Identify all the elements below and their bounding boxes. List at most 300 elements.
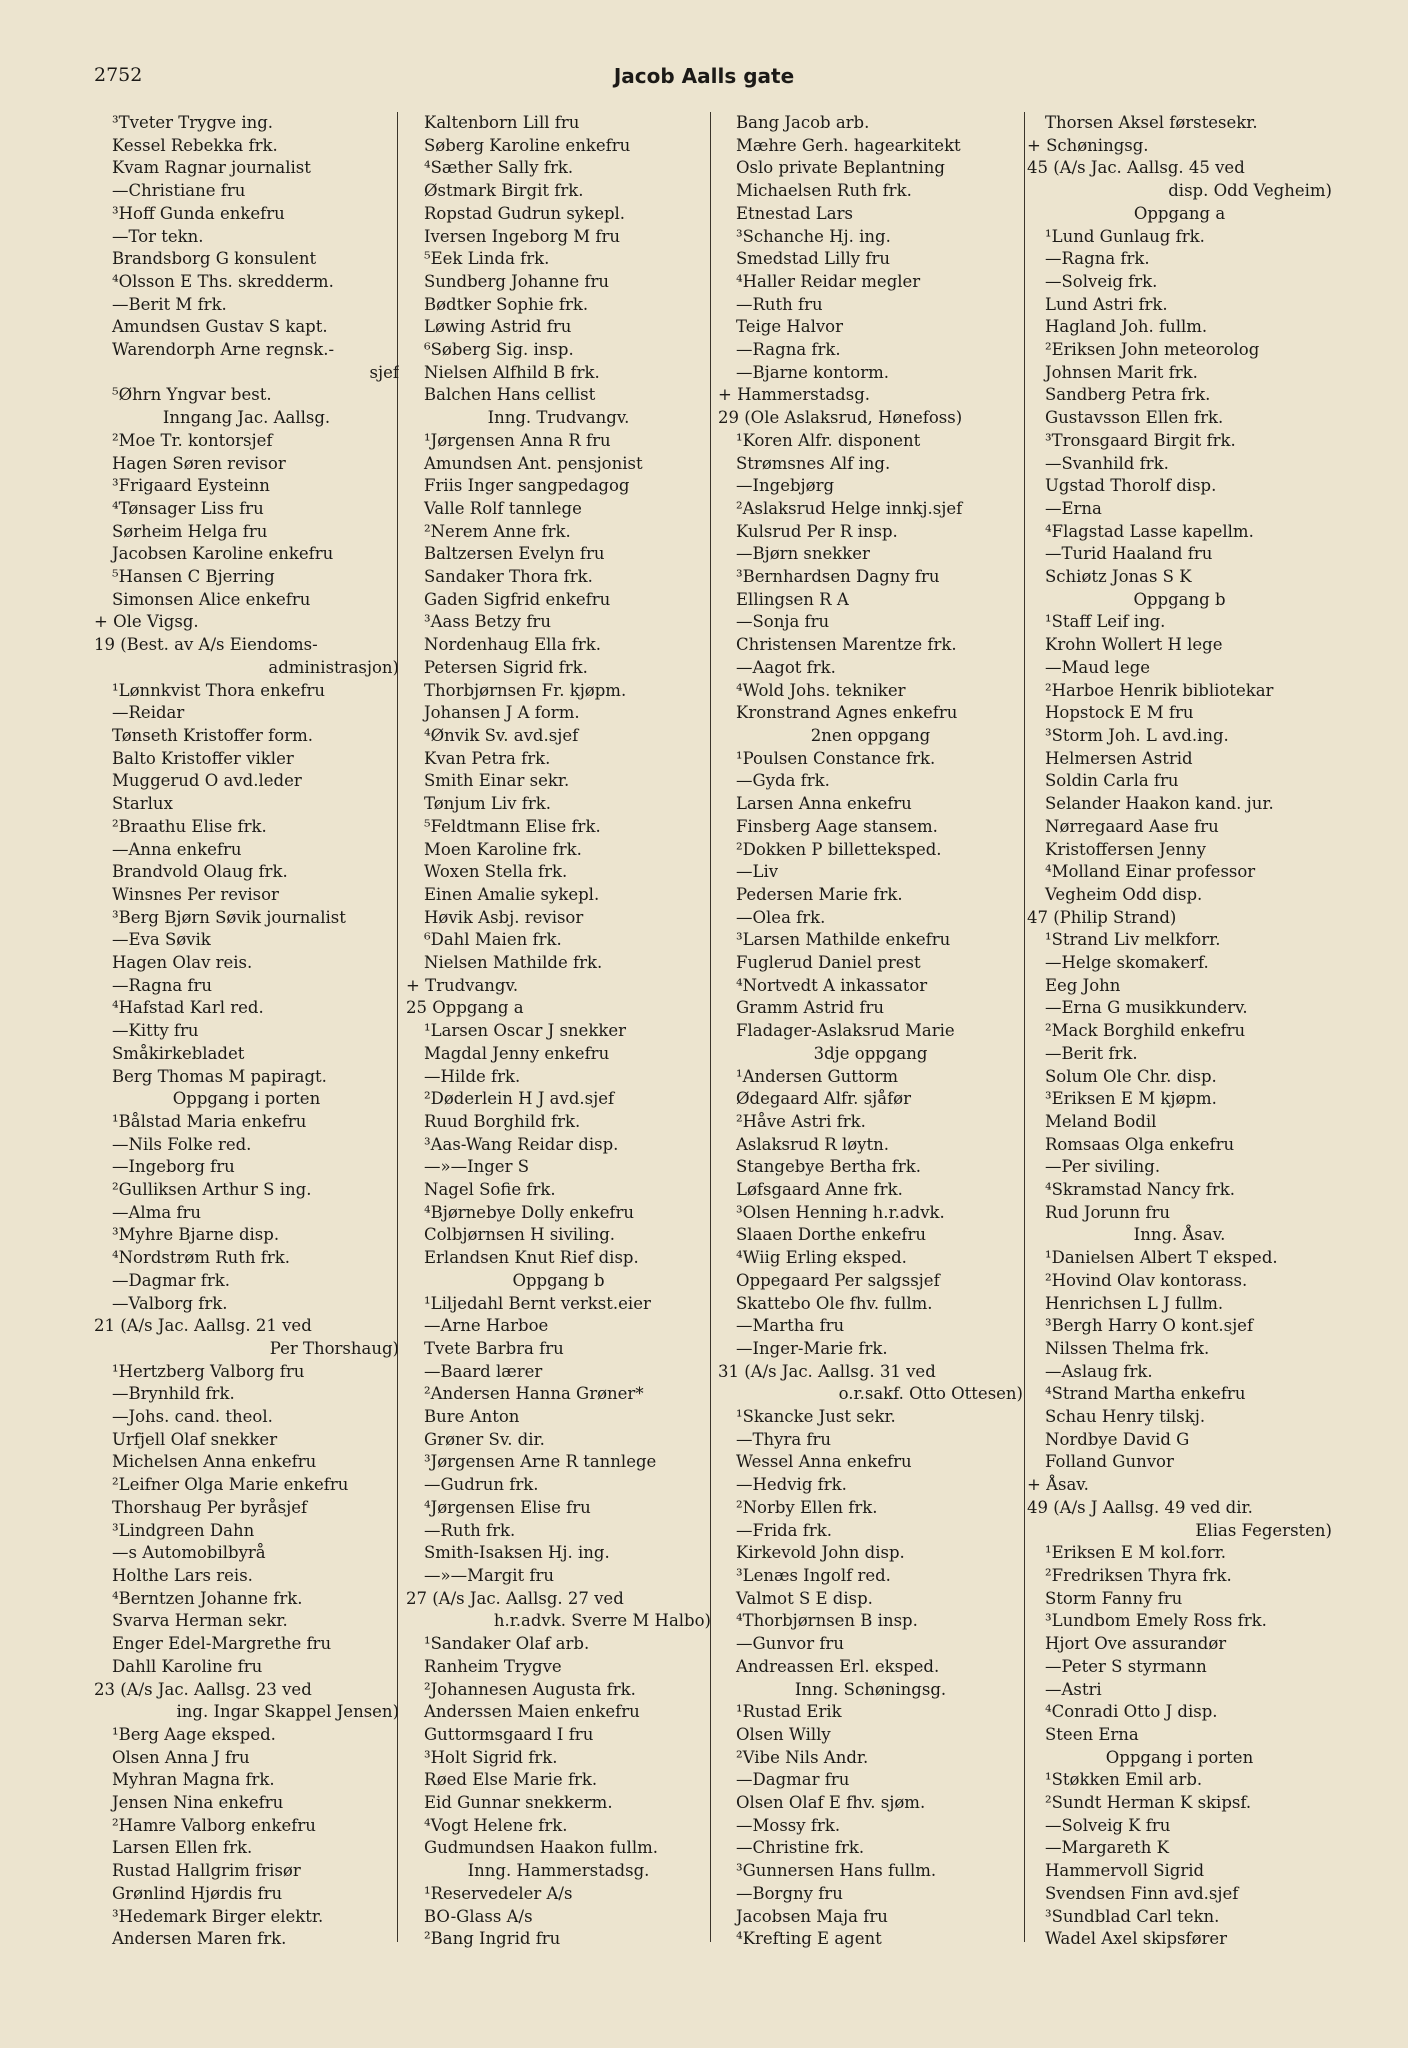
entrance-heading: Inng. Åsav. [1133,1225,1226,1245]
directory-entry: —Turid Haaland fru [1045,544,1213,564]
directory-entry: Kristoffersen Jenny [1045,839,1206,859]
entrance-heading: Inng. Hammerstadsg. [467,1861,650,1881]
directory-entry: Kronstrand Agnes enkefru [736,703,958,723]
directory-entry: ²Braathu Elise frk. [112,816,267,836]
directory-entry: ³Sundblad Carl tekn. [1045,1906,1220,1926]
directory-entry: Holthe Lars reis. [112,1566,253,1585]
directory-entry: Jacobsen Maja fru [736,1906,888,1926]
directory-entry: Wessel Anna enkefru [736,1452,912,1472]
directory-entry: —Erna [1045,498,1102,518]
directory-entry: ²Andersen Hanna Grøner* [424,1384,644,1404]
directory-entry: Pedersen Marie frk. [736,884,903,904]
directory-entry: Michaelsen Ruth frk. [736,181,912,201]
directory-entry: ³Holt Sigrid frk. [424,1747,558,1767]
directory-entry: ⁵Feldtmann Elise frk. [424,816,601,836]
directory-entry: Folland Gunvor [1045,1452,1174,1472]
directory-entry: —Aagot frk. [736,657,836,677]
directory-entry: Nordbye David G [1045,1429,1190,1449]
directory-entry: ⁶Søberg Sig. insp. [424,340,574,360]
directory-entry: Nilssen Thelma frk. [1045,1338,1210,1358]
directory-entry: Nagel Sofie frk. [424,1180,556,1200]
directory-entry: —Nils Folke red. [112,1134,252,1154]
directory-entry: Olsen Olaf E fhv. sjøm. [736,1793,926,1813]
entrance-heading: Inngang Jac. Aallsg. [162,408,331,428]
directory-entry: —Baard lærer [424,1361,543,1381]
directory-entry: Smith-Isaksen Hj. ing. [424,1543,610,1563]
directory-entry: Gudmundsen Haakon fullm. [424,1838,658,1858]
directory-entry: administrasjon) [268,657,399,677]
directory-entry: ¹Danielsen Albert T eksped. [1045,1248,1278,1268]
directory-entry: Soldin Carla fru [1045,771,1179,791]
entrance-heading: Oppgang i porten [172,1089,321,1109]
directory-entry: ⁴Hafstad Karl red. [112,998,264,1018]
directory-entry: Meland Bodil [1045,1111,1157,1131]
directory-entry: —Inger-Marie frk. [736,1338,888,1358]
directory-entry: Ranheim Trygve [424,1656,562,1676]
directory-entry: ⁴Skramstad Nancy frk. [1045,1180,1235,1200]
directory-entry: —Alma fru [112,1202,202,1222]
directory-entry: ⁴Sæther Sally frk. [424,158,574,178]
directory-entry: Østmark Birgit frk. [424,181,584,201]
directory-entry: —Bjarne kontorm. [736,362,890,382]
directory-entry: Petersen Sigrid frk. [424,657,588,677]
directory-entry: Einen Amalie sykepl. [424,884,600,904]
directory-entry: ¹Larsen Oscar J snekker [424,1021,626,1041]
directory-entry: Hopstock E M fru [1045,703,1194,723]
directory-entry: Helmersen Astrid [1045,748,1193,768]
directory-entry: Amundsen Ant. pensjonist [424,453,643,473]
directory-entry: Valle Rolf tannlege [424,498,582,518]
directory-entry: Ropstad Gudrun sykepl. [424,203,626,223]
directory-entry: ⁴Krefting E agent [736,1929,882,1949]
directory-entry: ²Nerem Anne frk. [424,521,571,541]
directory-entry: Mæhre Gerh. hagearkitekt [736,135,961,155]
directory-entry: —Eva Søvik [112,930,211,950]
directory-entry: Balchen Hans cellist [424,385,596,405]
directory-entry: Kulsrud Per R insp. [736,521,898,541]
directory-entry: Svarva Herman sekr. [112,1611,288,1631]
directory-entry: —Maud lege [1045,657,1151,677]
directory-entry: ²Hovind Olav kontorass. [1045,1270,1248,1290]
directory-entry: Ellingsen R A [736,589,849,609]
directory-entry: Krohn Wollert H lege [1045,635,1223,655]
directory-entry: Colbjørnsen H siviling. [424,1225,616,1245]
directory-column-4 [1027,112,1332,1951]
directory-entry: Nordenhaug Ella frk. [424,635,602,655]
directory-entry: Woxen Stella frk. [424,862,568,882]
directory-entry: ¹Rustad Erik [736,1702,842,1722]
directory-entry: Steen Erna [1045,1724,1139,1744]
directory-entry: ³Berg Bjørn Søvik journalist [112,907,346,927]
address-heading: 47 (Philip Strand) [1027,907,1177,927]
directory-entry: Jensen Nina enkefru [112,1793,284,1813]
directory-entry: ¹Skancke Just sekr. [736,1407,896,1427]
directory-entry: Tønjum Liv frk. [424,794,551,814]
directory-entry: Michelsen Anna enkefru [112,1452,317,1472]
directory-entry: Selander Haakon kand. jur. [1045,794,1274,814]
directory-entry: Myhran Magna frk. [112,1770,275,1790]
directory-entry: Oslo private Beplantning [736,158,945,178]
directory-entry: ⁶Dahl Maien frk. [424,930,562,950]
directory-entry: ²Vibe Nils Andr. [736,1747,869,1767]
directory-entry: Thorshaug Per byråsjef [112,1497,308,1517]
directory-entry: ³Schanche Hj. ing. [736,226,891,246]
directory-entry: Hagland Joh. fullm. [1045,317,1208,337]
directory-entry: Fladager-Aslaksrud Marie [736,1021,955,1041]
directory-entry: h.r.advk. Sverre M Halbo) [493,1611,711,1631]
directory-entry: Johansen J A form. [424,703,580,723]
directory-entry: —Solveig frk. [1045,271,1158,291]
directory-entry: ³Lundbom Emely Ross frk. [1045,1611,1267,1631]
directory-entry: Balto Kristoffer vikler [112,748,294,768]
directory-entry: Bang Jacob arb. [736,113,870,132]
address-heading: 25 Oppgang a [406,998,524,1018]
directory-entry: —Valborg frk. [112,1293,228,1313]
directory-entry: —Johs. cand. theol. [112,1407,273,1427]
directory-entry: ⁵Eek Linda frk. [424,249,550,269]
directory-entry: Christensen Marentze frk. [736,635,957,655]
directory-entry: ²Aslaksrud Helge innkj.sjef [736,498,963,518]
directory-entry: ¹Lund Gunlaug frk. [1045,226,1205,246]
directory-entry: Gaden Sigfrid enkefru [424,589,611,609]
directory-entry: Per Thorshaug) [269,1338,399,1358]
entrance-heading: Inng. Schøningsg. [794,1679,947,1699]
directory-entry: sjef [369,362,399,382]
directory-entry: ¹Berg Aage eksped. [112,1724,276,1744]
directory-entry: —Ragna frk. [736,340,841,360]
address-heading: 29 (Ole Aslaksrud, Hønefoss) [718,408,963,428]
address-heading: 45 (A/s Jac. Aallsg. 45 ved [1027,158,1245,178]
directory-entry: Hjort Ove assurandør [1045,1634,1227,1654]
directory-entry: ³Frigaard Eysteinn [112,476,270,496]
directory-entry: ¹Bålstad Maria enkefru [112,1111,307,1131]
directory-entry: ²Bang Ingrid fru [424,1929,561,1949]
address-heading: + Åsav. [1027,1475,1089,1495]
address-heading: 23 (A/s Jac. Aallsg. 23 ved [94,1679,312,1699]
directory-entry: Rustad Hallgrim frisør [112,1861,301,1881]
directory-entry: —Dagmar frk. [112,1270,230,1290]
directory-entry: ⁴Vogt Helene frk. [424,1815,568,1835]
directory-entry: Anderssen Maien enkefru [424,1702,640,1722]
entrance-heading: Oppgang b [512,1270,605,1290]
address-heading: 27 (A/s Jac. Aallsg. 27 ved [406,1588,624,1608]
directory-entry: Iversen Ingeborg M fru [424,226,621,246]
directory-entry: Larsen Ellen frk. [112,1838,253,1858]
directory-entry: Bure Anton [424,1407,520,1427]
directory-entry: Grønlind Hjørdis fru [112,1883,283,1903]
directory-column-2 [406,112,711,1951]
directory-entry: Andreassen Erl. eksped. [736,1656,940,1676]
directory-entry: ³Tveter Trygve ing. [112,113,274,132]
directory-entry: Hagen Søren revisor [112,453,286,473]
directory-entry: Søberg Karoline enkefru [424,135,631,155]
directory-entry: ³Aas-Wang Reidar disp. [424,1134,619,1154]
directory-entry: —»—Inger S [424,1157,530,1177]
directory-entry: Baltzersen Evelyn fru [424,544,605,564]
directory-entry: Valmot S E disp. [736,1588,873,1608]
directory-entry: Tønseth Kristoffer form. [112,725,313,745]
directory-entry: ²Moe Tr. kontorsjef [112,430,273,450]
directory-entry: ⁵Hansen C Bjerring [112,567,275,587]
directory-entry: Sørheim Helga fru [112,521,268,541]
directory-entry: ²Fredriksen Thyra frk. [1045,1566,1232,1585]
directory-entry: Solum Ole Chr. disp. [1045,1066,1217,1086]
directory-entry: —s Automobilbyrå [112,1543,266,1563]
directory-entry: Simonsen Alice enkefru [112,589,311,609]
directory-entry: ¹Sandaker Olaf arb. [424,1634,590,1654]
address-heading: + Hammerstadsg. [718,385,871,405]
directory-entry: Schau Henry tilskj. [1045,1407,1206,1427]
directory-entry: —Gudrun frk. [424,1475,539,1495]
directory-entry: ²Håve Astri frk. [736,1111,866,1131]
directory-entry: —Bjørn snekker [736,544,870,564]
directory-entry: —Per siviling. [1045,1157,1161,1177]
directory-entry: BO-Glass A/s [424,1906,533,1926]
directory-entry: ³Bergh Harry O kont.sjef [1045,1316,1254,1336]
directory-entry: Røed Else Marie frk. [424,1770,598,1790]
directory-entry: Nielsen Mathilde frk. [424,953,603,973]
directory-entry: ⁴Thorbjørnsen B insp. [736,1611,918,1631]
directory-entry: Kirkevold John disp. [736,1543,905,1563]
address-heading: 49 (A/s J Aallsg. 49 ved dir. [1027,1497,1253,1517]
directory-entry: ²Sundt Herman K skipsf. [1045,1793,1252,1813]
directory-column-3 [718,112,1023,1951]
directory-entry: —Borgny fru [736,1883,843,1903]
directory-entry: Romsaas Olga enkefru [1045,1134,1235,1154]
directory-entry: —Dagmar fru [736,1770,850,1790]
directory-entry: ⁴Nordstrøm Ruth frk. [112,1248,291,1268]
directory-entry: Gramm Astrid fru [736,998,885,1018]
directory-entry: Storm Fanny fru [1045,1588,1183,1608]
directory-entry: ²Døderlein H J avd.sjef [424,1089,615,1109]
directory-column-1 [94,112,399,1951]
directory-entry: —Reidar [112,703,185,723]
directory-entry: ⁴Strand Martha enkefru [1045,1384,1246,1404]
directory-entry: ¹Staff Leif ing. [1045,612,1166,632]
directory-entry: ³Storm Joh. L avd.ing. [1045,725,1229,745]
directory-entry: Elias Fegersten) [1195,1520,1332,1540]
directory-entry: ¹Poulsen Constance frk. [736,748,936,768]
directory-entry: ³Lindgreen Dahn [112,1520,255,1540]
directory-entry: ⁴Nortvedt A inkassator [736,975,928,995]
address-heading: 21 (A/s Jac. Aallsg. 21 ved [94,1316,312,1336]
directory-entry: ³Jørgensen Arne R tannlege [424,1452,657,1472]
directory-entry: —Thyra fru [736,1429,832,1449]
page-number: 2752 [94,64,143,86]
directory-entry: ¹Reservedeler A/s [424,1883,573,1903]
directory-entry: ⁴Ønvik Sv. avd.sjef [424,725,579,745]
directory-entry: Ruud Borghild frk. [424,1111,581,1131]
directory-entry: Kvam Ragnar journalist [112,158,311,178]
directory-entry: ¹Strand Liv melkforr. [1045,930,1221,950]
directory-entry: Teige Halvor [736,317,843,337]
directory-entry: Sandaker Thora frk. [424,567,593,587]
directory-entry: Stangebye Bertha frk. [736,1157,921,1177]
directory-entry: Aslaksrud R løytn. [736,1134,889,1154]
directory-entry: Muggerud O avd.leder [112,771,302,791]
directory-entry: Berg Thomas M papiragt. [112,1066,327,1086]
directory-entry: Sandberg Petra frk. [1045,385,1211,405]
directory-entry: Fuglerud Daniel prest [736,953,921,973]
directory-entry: ²Gulliksen Arthur S ing. [112,1180,312,1200]
directory-entry: Løfsgaard Anne frk. [736,1180,903,1200]
directory-entry: Winsnes Per revisor [112,884,279,904]
directory-entry: ⁴Haller Reidar megler [736,271,921,291]
directory-entry: —Kitty fru [112,1021,199,1041]
directory-entry: Gustavsson Ellen frk. [1045,408,1224,428]
directory-entry: ³Bernhardsen Dagny fru [736,567,940,587]
directory-entry: Strømsnes Alf ing. [736,453,891,473]
directory-entry: —Hedvig frk. [736,1475,847,1495]
directory-entry: Friis Inger sangpedagog [424,476,630,496]
directory-entry: ³Olsen Henning h.r.advk. [736,1202,945,1222]
directory-entry: —Svanhild frk. [1045,453,1169,473]
directory-entry: Nørregaard Aase fru [1045,816,1219,836]
directory-entry: ⁴Tønsager Liss fru [112,498,264,518]
directory-entry: —Liv [736,862,779,882]
directory-entry: ⁴Flagstad Lasse kapellm. [1045,521,1254,541]
directory-entry: Amundsen Gustav S kapt. [112,317,328,337]
directory-entry: ⁴Berntzen Johanne frk. [112,1588,303,1608]
directory-entry: Eid Gunnar snekkerm. [424,1793,613,1813]
directory-entry: Warendorph Arne regnsk.- [112,340,335,360]
page-title: Jacob Aalls gate [613,64,795,88]
directory-entry: ing. Ingar Skappel Jensen) [176,1702,399,1722]
directory-entry: Rud Jorunn fru [1045,1202,1171,1222]
directory-entry: ³Aass Betzy fru [424,612,551,632]
directory-entry: ²Harboe Henrik bibliotekar [1045,680,1274,700]
directory-entry: ⁴Bjørnebye Dolly enkefru [424,1202,635,1222]
directory-entry: Småkirkebladet [112,1043,245,1063]
directory-entry: Thorbjørnsen Fr. kjøpm. [424,680,627,700]
directory-entry: ¹Koren Alfr. disponent [736,430,921,450]
directory-entry: ³Hoff Gunda enkefru [112,203,285,223]
directory-entry: —Helge skomakerf. [1045,953,1209,973]
directory-entry: ⁴Olsson E Ths. skredderm. [112,271,334,291]
directory-entry: —Ruth fru [736,294,823,314]
directory-entry: Henrichsen L J fullm. [1045,1293,1224,1313]
directory-entry: —Hilde frk. [424,1066,521,1086]
address-heading: 31 (A/s Jac. Aallsg. 31 ved [718,1361,936,1381]
directory-entry: Kessel Rebekka frk. [112,135,278,155]
directory-entry: —Ingeborg fru [112,1157,235,1177]
address-heading: 19 (Best. av A/s Eiendoms- [94,635,318,655]
directory-entry: Guttormsgaard I fru [424,1724,594,1744]
directory-entry: Lund Astri frk. [1045,294,1168,314]
directory-entry: Urfjell Olaf snekker [112,1429,278,1449]
directory-entry: —Anna enkefru [112,839,242,859]
directory-entry: Wadel Axel skipsfører [1045,1929,1228,1949]
directory-entry: Thorsen Aksel førstesekr. [1045,113,1258,132]
directory-entry: —Peter S styrmann [1045,1656,1207,1676]
directory-entry: Smith Einar sekr. [424,771,570,791]
directory-entry: ¹Liljedahl Bernt verkst.eier [424,1293,651,1313]
directory-entry: Løwing Astrid fru [424,317,572,337]
directory-entry: ³Eriksen E M kjøpm. [1045,1089,1217,1109]
directory-entry: Enger Edel-Margrethe fru [112,1634,332,1654]
directory-entry: Johnsen Marit frk. [1045,362,1198,382]
directory-entry: o.r.sakf. Otto Ottesen) [838,1384,1023,1404]
directory-entry: —Ruth frk. [424,1520,516,1540]
directory-entry: Schiøtz Jonas S K [1045,567,1192,587]
directory-entry: Ødegaard Alfr. sjåfør [736,1089,911,1109]
directory-entry: ¹Hertzberg Valborg fru [112,1361,305,1381]
directory-entry: ³Gunnersen Hans fullm. [736,1861,937,1881]
directory-entry: ²Dokken P billetteksped. [736,839,942,859]
directory-entry: —Sonja fru [736,612,830,632]
directory-entry: Andersen Maren frk. [112,1929,287,1949]
directory-entry: disp. Odd Vegheim) [1168,181,1332,201]
directory-entry: Jacobsen Karoline enkefru [112,544,334,564]
address-heading: + Ole Vigsg. [94,612,199,632]
directory-entry: Starlux [112,794,173,814]
entrance-heading: 3dje oppgang [813,1043,928,1063]
directory-entry: —Ragna frk. [1045,249,1150,269]
directory-entry: Grøner Sv. dir. [424,1429,545,1449]
directory-entry: ³Larsen Mathilde enkefru [736,930,951,950]
directory-columns [90,112,1332,1949]
directory-entry: ¹Eriksen E M kol.forr. [1045,1543,1227,1563]
directory-entry: ⁵Øhrn Yngvar best. [112,385,272,405]
directory-entry: ⁴Conradi Otto J disp. [1045,1702,1218,1722]
directory-entry: ²Norby Ellen frk. [736,1497,878,1517]
directory-entry: Svendsen Finn avd.sjef [1045,1883,1239,1903]
directory-entry: Hammervoll Sigrid [1045,1861,1205,1881]
directory-entry: —Christine frk. [736,1838,865,1858]
directory-entry: —Christiane fru [112,181,246,201]
directory-entry: Dahll Karoline fru [112,1656,263,1676]
directory-entry: Kvan Petra frk. [424,748,551,768]
entrance-heading: Oppgang a [1133,203,1226,223]
directory-entry: Olsen Anna J fru [112,1747,250,1767]
directory-entry: Skattebo Ole fhv. fullm. [736,1293,933,1313]
directory-entry: ³Myhre Bjarne disp. [112,1225,280,1245]
directory-entry: ²Hamre Valborg enkefru [112,1815,316,1835]
directory-entry: —Mossy frk. [736,1815,841,1835]
directory-entry: Smedstad Lilly fru [736,249,890,269]
directory-entry: Sundberg Johanne fru [424,271,610,291]
address-heading: + Schøningsg. [1027,135,1149,155]
directory-entry: ²Leifner Olga Marie enkefru [112,1475,349,1495]
address-heading: + Trudvangv. [406,975,519,995]
directory-entry: Moen Karoline frk. [424,839,582,859]
directory-entry: —Astri [1045,1679,1102,1699]
directory-entry: Slaaen Dorthe enkefru [736,1225,926,1245]
directory-entry: Bødtker Sophie frk. [424,294,589,314]
directory-entry: Brandvold Olaug frk. [112,862,288,882]
directory-entry: Hagen Olav reis. [112,953,253,973]
directory-entry: Tvete Barbra fru [424,1338,564,1358]
directory-entry: ⁴Molland Einar professor [1045,862,1256,882]
entrance-heading: Oppgang i porten [1105,1747,1254,1767]
directory-entry: Eeg John [1045,975,1121,995]
directory-entry: —Gyda frk. [736,771,830,791]
directory-entry: Høvik Asbj. revisor [424,907,584,927]
directory-entry: —Gunvor fru [736,1634,844,1654]
directory-entry: —Solveig K fru [1045,1815,1171,1835]
directory-entry: Kaltenborn Lill fru [424,113,580,132]
directory-entry: ²Eriksen John meteorolog [1045,340,1260,360]
directory-entry: ⁴Jørgensen Elise fru [424,1497,591,1517]
directory-entry: Oppegaard Per salgssjef [736,1270,940,1290]
directory-entry: —Margareth K [1045,1838,1169,1858]
directory-entry: Olsen Willy [736,1724,831,1744]
directory-entry: Finsberg Aage stansem. [736,816,938,836]
directory-entry: Vegheim Odd disp. [1045,884,1203,904]
directory-entry: Magdal Jenny enkefru [424,1043,610,1063]
directory-entry: Erlandsen Knut Rief disp. [424,1248,639,1268]
directory-entry: ³Tronsgaard Birgit frk. [1045,430,1236,450]
